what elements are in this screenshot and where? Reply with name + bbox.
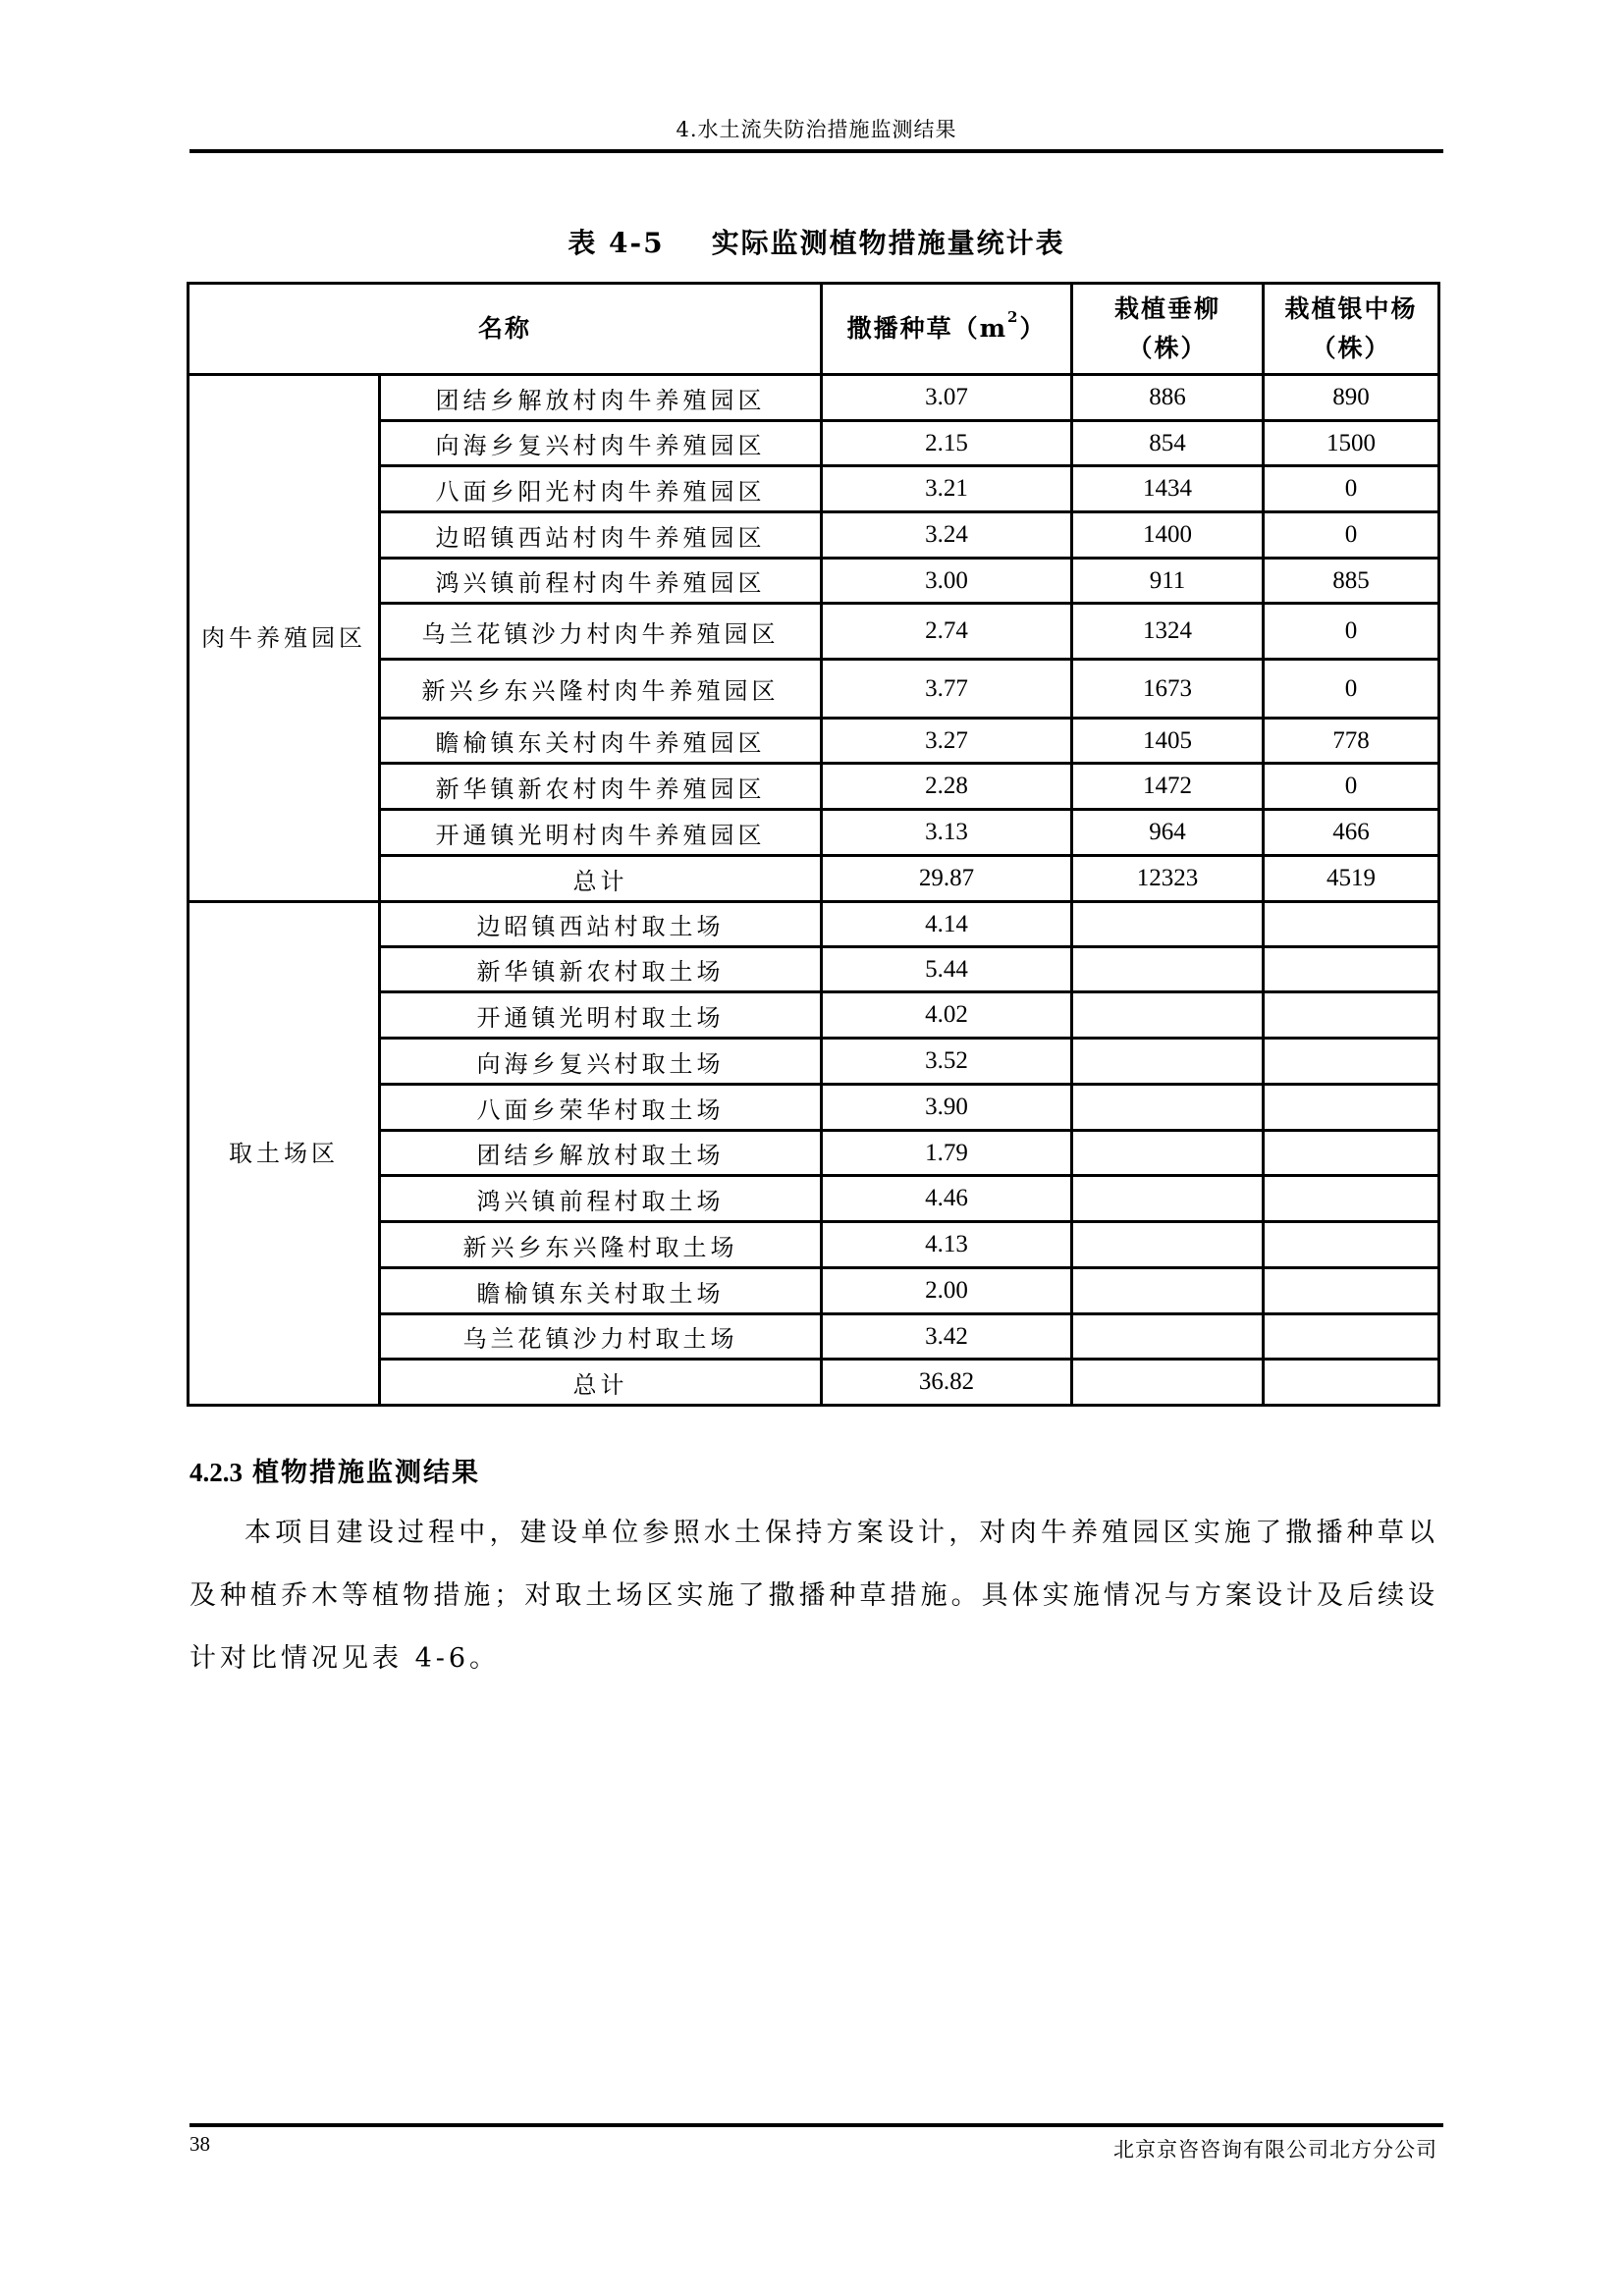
cell-willow: 1673 (1072, 660, 1264, 719)
cell-name: 开通镇光明村取土场 (380, 992, 822, 1039)
cell-grass: 2.15 (822, 421, 1072, 466)
footer-rule (189, 2123, 1443, 2127)
cell-poplar: 0 (1264, 764, 1439, 810)
cell-name: 八面乡荣华村取土场 (380, 1085, 822, 1131)
cell-willow: 854 (1072, 421, 1264, 466)
body-paragraph: 本项目建设过程中，建设单位参照水土保持方案设计，对肉牛养殖园区实施了撒播种草以及种植乔木等植物措施；对取土场区实施了撒播种草措施。具体实施情况与方案设计及后续设计对比情况见表 4-6。 (189, 1518, 1438, 1674)
cell-grass: 36.82 (822, 1360, 1072, 1406)
section-title: 植物措施监测结果 (252, 1458, 480, 1488)
cell-willow: 1472 (1072, 764, 1264, 810)
table-header-row (189, 284, 1439, 375)
grass-label-close: ） (1019, 314, 1047, 343)
cell-poplar: 0 (1264, 512, 1439, 559)
cell-willow: 911 (1072, 559, 1264, 604)
cell-name: 八面乡阳光村肉牛养殖园区 (380, 466, 822, 512)
cell-grass: 3.77 (822, 660, 1072, 719)
section-number: 4.2.3 (189, 1458, 243, 1487)
cell-poplar (1264, 1039, 1439, 1085)
cell-grass: 3.00 (822, 559, 1072, 604)
cell-willow (1072, 1268, 1264, 1314)
cell-poplar: 4519 (1264, 856, 1439, 902)
cell-name: 向海乡复兴村取土场 (380, 1039, 822, 1085)
cell-poplar (1264, 1085, 1439, 1131)
cell-grass: 29.87 (822, 856, 1072, 902)
cell-poplar: 885 (1264, 559, 1439, 604)
column-header-willow (1072, 284, 1264, 375)
cell-name: 新兴乡东兴隆村肉牛养殖园区 (380, 660, 822, 719)
cell-name: 向海乡复兴村肉牛养殖园区 (380, 421, 822, 466)
cell-poplar (1264, 1222, 1439, 1268)
plant-measures-table (187, 282, 1440, 1407)
header-rule (189, 149, 1443, 153)
cell-willow (1072, 1360, 1264, 1406)
cell-willow: 12323 (1072, 856, 1264, 902)
table-row (189, 902, 1439, 947)
cell-willow (1072, 1085, 1264, 1131)
cell-grass: 3.90 (822, 1085, 1072, 1131)
willow-label: 栽植垂柳 (1114, 294, 1221, 323)
cell-poplar (1264, 902, 1439, 947)
cell-poplar (1264, 992, 1439, 1039)
cell-poplar: 0 (1264, 604, 1439, 660)
cell-grass: 5.44 (822, 947, 1072, 992)
cell-grass: 3.24 (822, 512, 1072, 559)
page-number: 38 (189, 2132, 210, 2156)
cell-grass: 4.02 (822, 992, 1072, 1039)
cell-name: 乌兰花镇沙力村肉牛养殖园区 (380, 604, 822, 660)
cell-willow (1072, 1039, 1264, 1085)
cell-grass: 3.42 (822, 1314, 1072, 1360)
cell-willow: 964 (1072, 810, 1264, 856)
cell-poplar: 0 (1264, 660, 1439, 719)
group-label: 肉牛养殖园区 (189, 375, 380, 902)
cell-name: 开通镇光明村肉牛养殖园区 (380, 810, 822, 856)
cell-grass: 3.07 (822, 375, 1072, 421)
cell-poplar: 1500 (1264, 421, 1439, 466)
cell-willow: 1400 (1072, 512, 1264, 559)
cell-grass: 3.27 (822, 719, 1072, 764)
cell-poplar: 466 (1264, 810, 1439, 856)
cell-name: 瞻榆镇东关村肉牛养殖园区 (380, 719, 822, 764)
group-label: 取土场区 (189, 902, 380, 1406)
willow-unit: （株） (1127, 334, 1208, 362)
cell-willow (1072, 992, 1264, 1039)
table-caption (189, 222, 1443, 261)
cell-name: 新华镇新农村取土场 (380, 947, 822, 992)
grass-unit-exponent: 2 (1007, 308, 1020, 326)
cell-willow: 1405 (1072, 719, 1264, 764)
cell-willow (1072, 902, 1264, 947)
column-header-name: 名称 (189, 284, 822, 375)
cell-name: 鸿兴镇前程村取土场 (380, 1176, 822, 1222)
cell-name: 边昭镇西站村取土场 (380, 902, 822, 947)
cell-poplar (1264, 1268, 1439, 1314)
cell-name: 边昭镇西站村肉牛养殖园区 (380, 512, 822, 559)
cell-name: 总计 (380, 1360, 822, 1406)
cell-name: 乌兰花镇沙力村取土场 (380, 1314, 822, 1360)
cell-name: 瞻榆镇东关村取土场 (380, 1268, 822, 1314)
cell-willow (1072, 1176, 1264, 1222)
cell-poplar (1264, 947, 1439, 992)
poplar-unit: （株） (1311, 334, 1391, 362)
cell-grass: 2.28 (822, 764, 1072, 810)
cell-willow (1072, 1131, 1264, 1176)
cell-willow: 886 (1072, 375, 1264, 421)
cell-poplar (1264, 1176, 1439, 1222)
cell-name: 新华镇新农村肉牛养殖园区 (380, 764, 822, 810)
grass-label: 撒播种草（m (846, 314, 1008, 343)
cell-willow (1072, 1314, 1264, 1360)
cell-poplar: 890 (1264, 375, 1439, 421)
cell-grass: 3.13 (822, 810, 1072, 856)
cell-poplar: 0 (1264, 466, 1439, 512)
cell-grass: 3.52 (822, 1039, 1072, 1085)
poplar-label: 栽植银中杨 (1284, 294, 1418, 323)
cell-grass: 1.79 (822, 1131, 1072, 1176)
cell-poplar (1264, 1360, 1439, 1406)
cell-grass: 3.21 (822, 466, 1072, 512)
cell-name: 总计 (380, 856, 822, 902)
column-header-grass (822, 284, 1072, 375)
company-name: 北京京咨咨询有限公司北方分公司 (1113, 2138, 1437, 2162)
cell-name: 团结乡解放村取土场 (380, 1131, 822, 1176)
table-title: 实际监测植物措施量统计表 (711, 227, 1065, 259)
cell-willow (1072, 1222, 1264, 1268)
cell-poplar: 778 (1264, 719, 1439, 764)
cell-name: 鸿兴镇前程村肉牛养殖园区 (380, 559, 822, 604)
cell-grass: 4.14 (822, 902, 1072, 947)
cell-grass: 2.74 (822, 604, 1072, 660)
cell-name: 新兴乡东兴隆村取土场 (380, 1222, 822, 1268)
cell-name: 团结乡解放村肉牛养殖园区 (380, 375, 822, 421)
section-heading (189, 1451, 480, 1489)
cell-poplar (1264, 1131, 1439, 1176)
cell-grass: 4.13 (822, 1222, 1072, 1268)
column-header-poplar (1264, 284, 1439, 375)
cell-willow: 1324 (1072, 604, 1264, 660)
table-number: 表 4-5 (568, 227, 665, 259)
cell-grass: 4.46 (822, 1176, 1072, 1222)
cell-willow (1072, 947, 1264, 992)
table-row (189, 375, 1439, 421)
running-header: 4.水土流失防治措施监测结果 (676, 118, 957, 141)
cell-poplar (1264, 1314, 1439, 1360)
cell-willow: 1434 (1072, 466, 1264, 512)
cell-grass: 2.00 (822, 1268, 1072, 1314)
